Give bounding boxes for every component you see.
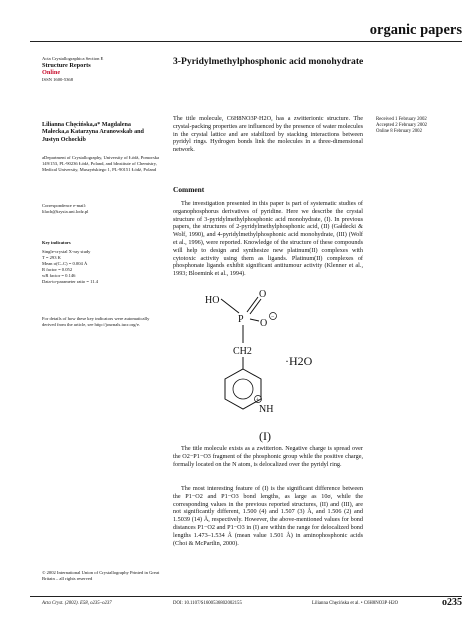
chemical-structure-diagram — [195, 285, 345, 445]
footer-doi: DOI: 10.1107/S160053680200215​5 — [173, 601, 242, 606]
affiliations: aDepartment of Crystallography, University of Łódź, Pomorska 149/153, PL-90236 Łódź, Poland, and bInstitute of Chemistry, Medical University, Muszyńskiego 1, PL-90151 Łódź, Poland — [42, 155, 160, 172]
correspondence-label: Correspondence e-mail: — [42, 203, 87, 208]
journal-name: Acta Crystallographica Section E — [42, 56, 104, 61]
comment-paragraph-3: The most interesting feature of (I) is the significant difference between the P1−O2 and P1−O3 bond lengths, as large as 10σ, while the corresponding values in the previous reported structures, (II) and (III), are not significantly different, 1.500 (4) and 1.507 (3) Å, and 1.506 (2) and 1.5039 (14) Å, respectively. However, the above-mentioned values for bond distances P1−O2 and P1−O3 in (I) are within the range for delocalized bond lengths 1.473–1.534 Å (mean value 1.501 Å) in aminophosphonic acids (Choi & McPartlin, 2000). — [173, 485, 363, 547]
comment-heading: Comment — [173, 185, 205, 194]
comment-paragraph-2: The title molecule exists as a zwitterion. Negative charge is spread over the O2−P1−O3 fragment of the phosphonic group while the positive charge, formally located on the N atom, is delocalized over the pyridyl ring. — [173, 445, 363, 468]
key-indicator: R factor = 0.052 — [42, 267, 73, 272]
accepted-date: Accepted 2 February 2002 — [376, 123, 428, 129]
key-indicators — [42, 240, 160, 285]
structure-nh-label: NH — [259, 404, 274, 415]
compound-label: (I) — [259, 429, 271, 443]
structure-o-label-top: O — [259, 289, 267, 300]
series-line-1: Structure Reports — [42, 62, 91, 69]
series-line-2: Online — [42, 69, 61, 76]
publication-dates — [376, 117, 427, 135]
structure-p-label: P — [238, 314, 244, 325]
footer-running-head: Lilianna Chęcińska et al. • C6H8NO3P·H2O — [312, 601, 399, 606]
abstract: The title molecule, C6H8NO3P·H2O, has a zwitterionic structure. The crystal-packing properties are influenced by the presence of water molecules in the crystal lattice and are stabilized by stacking interactions between pyridyl rings. Hydrogen bonds link the molecules in a three-dimensional network. — [173, 115, 363, 154]
header-rule — [30, 41, 462, 42]
correspondence — [42, 203, 160, 215]
structure-o-label-right: O — [260, 318, 268, 329]
p-o-bond — [250, 319, 259, 321]
received-date: Received 1 February 2002 — [376, 117, 427, 122]
ho-p-bond — [221, 299, 239, 313]
water-label: ·H2O — [285, 354, 313, 368]
structure-ho-label: HO — [205, 295, 220, 306]
online-date: Online 8 February 2002 — [376, 129, 422, 135]
footer-citation: Acta Cryst. (2002). E58, o235–o237 — [42, 601, 112, 606]
copyright-notice: © 2002 International Union of Crystallography Printed in Great Britain – all rights reserved — [42, 570, 160, 581]
issn: ISSN 1600-5368 — [42, 77, 74, 82]
key-indicator: wR factor = 0.146 — [42, 273, 76, 278]
author-list: Lilianna Chęcińska,a* Magdalena Małecka,a Katarzyna Aranowskab and Justyn Ochockib — [42, 122, 144, 143]
key-indicator: T = 293 K — [42, 255, 61, 260]
footer-rule — [30, 596, 462, 597]
key-indicators-note: For details of how these key indicators were automatically derived from the article, see http://journals.iucr.org/e. — [42, 316, 150, 327]
aromatic-circle — [233, 379, 253, 399]
key-indicators-title: Key indicators — [42, 240, 71, 245]
correspondence-email[interactable]: lilach@krysia.uni.lodz.pl — [42, 208, 89, 214]
negative-charge-sign: − — [271, 314, 275, 321]
section-heading: organic papers — [369, 22, 462, 38]
key-indicator: Mean σ(C–C) = 0.004 Å — [42, 261, 88, 266]
key-indicator: Single-crystal X-ray study — [42, 249, 91, 254]
key-indicator: Data-to-parameter ratio = 11.4 — [42, 279, 98, 284]
series-name — [42, 62, 91, 76]
paper-title: 3-Pyridylmethylphosphonic acid monohydrate — [173, 56, 364, 67]
page-number: o235 — [442, 597, 462, 608]
structure-ch2-label: CH2 — [233, 346, 252, 357]
positive-charge-sign: + — [255, 397, 260, 404]
comment-paragraph-1: The investigation presented in this paper is part of systematic studies of organophosphorus derivatives of pyridine. Here we describe the crystal structure of 3-pyridylmethylphosphonic acid monohydrate, (I). In previous papers, the structures of 2-pyridylmethylphosphonic acid, (II) (Gałdecki & Wolf, 1990), and 4-pyridylmethylphosphonic acid monohydrate, (III) (Wolf et al., 1996), were reported. Knowledge of the structure of these compounds will help to design and synthesize new platinum(II) complexes with cytotoxic activity using them as ligands. Platinum(II) complexes of phosphonate ligands exhibit significant antitumour activity (Klenner et al., 1993; Bloemink et al., 1994). — [173, 200, 363, 278]
